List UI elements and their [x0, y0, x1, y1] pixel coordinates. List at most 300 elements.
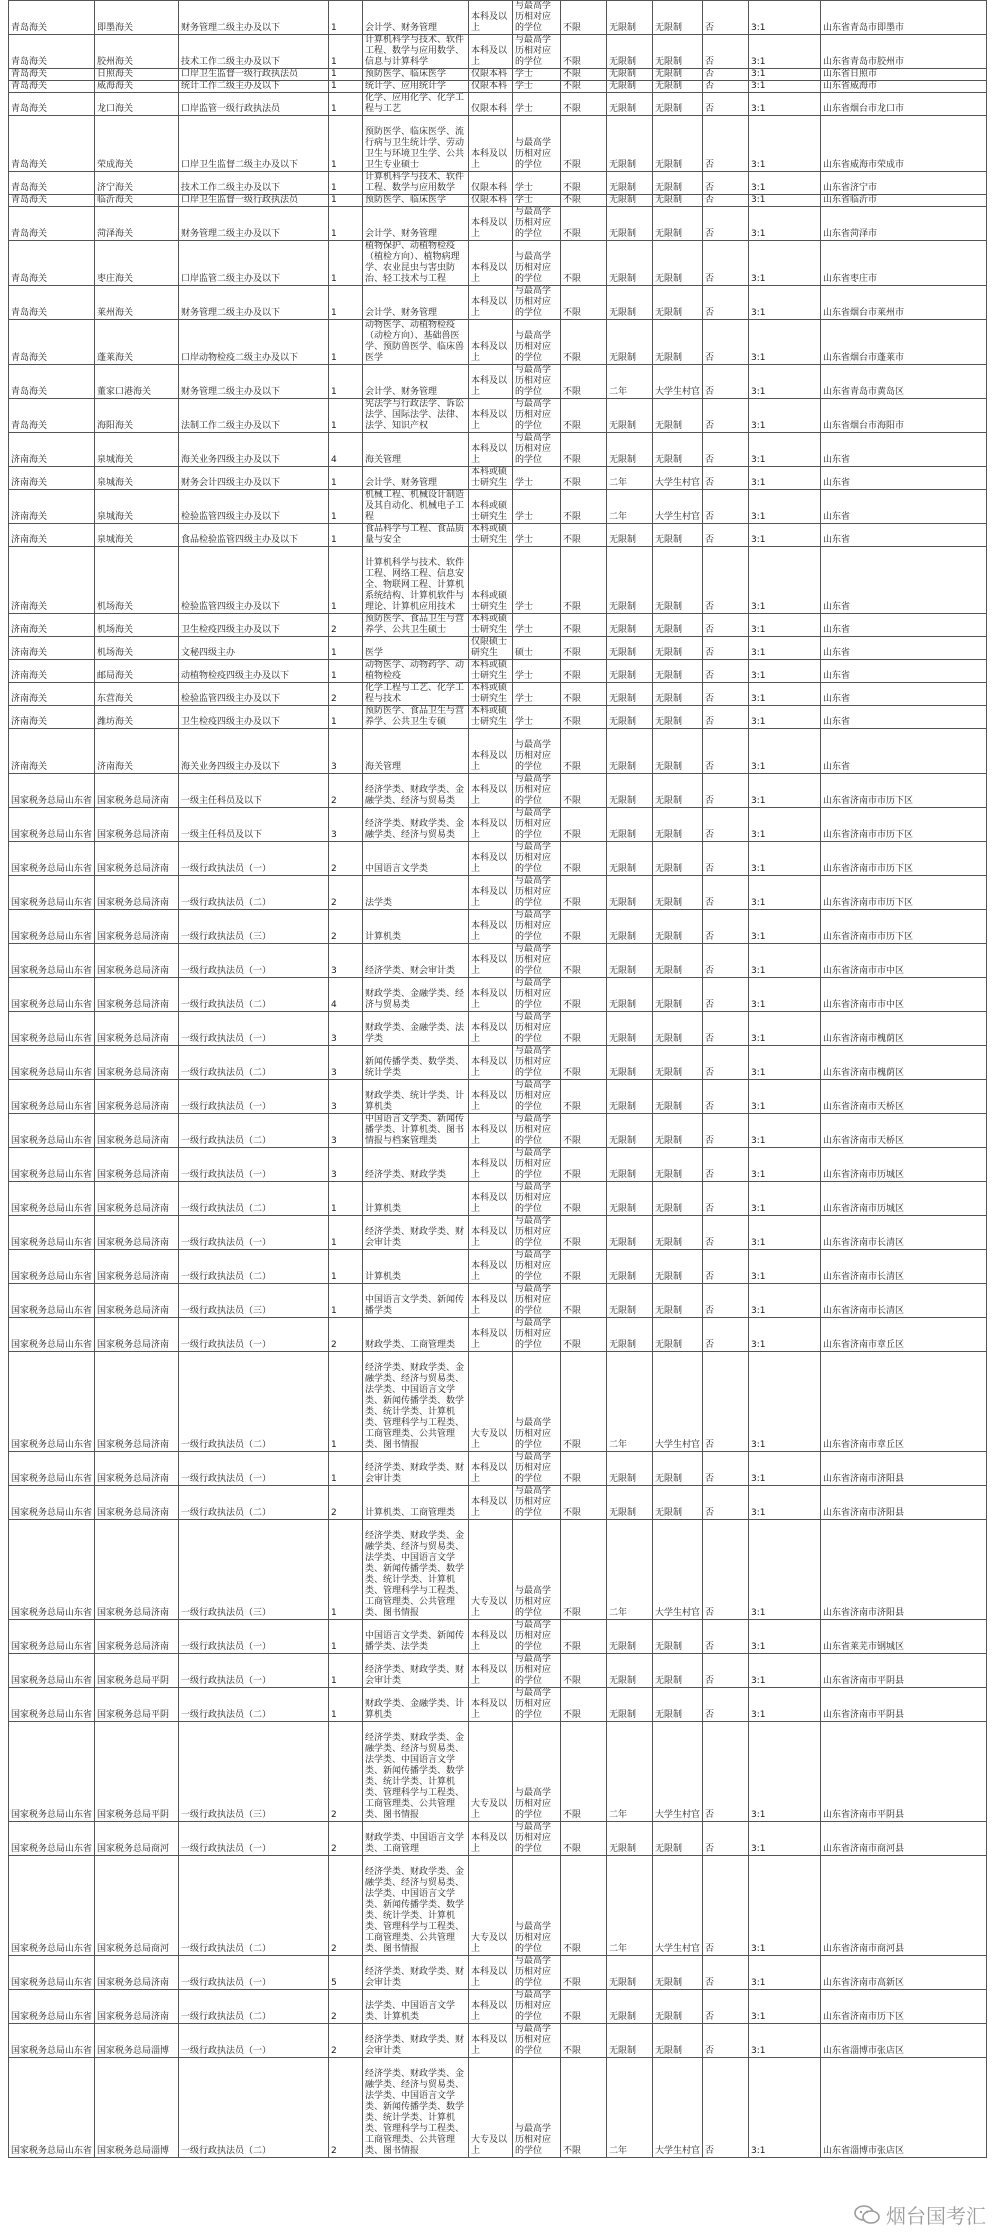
table-row: [9, 1182, 987, 1216]
cell-interview: 否: [703, 1452, 749, 1486]
cell-work-years: 无限制: [607, 614, 653, 637]
cell-unit: 海阳海关: [95, 399, 179, 433]
cell-position: 一级行政执法员（一）: [179, 1956, 329, 1990]
cell-education: 本科及以上: [469, 1654, 513, 1688]
cell-employer: 国家税务总局山东省: [9, 1856, 95, 1956]
cell-location: 山东省: [821, 467, 987, 490]
cell-work-years: 无限制: [607, 1654, 653, 1688]
cell-major: 财政学类、工商管理类: [363, 1318, 469, 1352]
cell-degree: 与最高学历相对应的学位: [513, 241, 561, 286]
cell-position: 法制工作二级主办及以下: [179, 399, 329, 433]
cell-position: 一级主任科员及以下: [179, 808, 329, 842]
cell-political: 不限: [561, 1216, 607, 1250]
cell-position: 海关业务四级主办及以下: [179, 433, 329, 467]
cell-major: 财政学类、中国语言文学类、工商管理: [363, 1822, 469, 1856]
cell-work-years: 无限制: [607, 286, 653, 320]
cell-grassroots: 大学生村官: [653, 365, 703, 399]
cell-ratio: 3:1: [749, 1250, 821, 1284]
cell-position: 检验监管四级主办及以下: [179, 490, 329, 524]
cell-position: 一级主任科员及以下: [179, 774, 329, 808]
cell-unit: 国家税务总局济南: [95, 1486, 179, 1520]
cell-location: 山东省: [821, 547, 987, 614]
cell-position: 文秘四级主办: [179, 637, 329, 660]
cell-location: 山东省威海市: [821, 81, 987, 93]
cell-political: 不限: [561, 1620, 607, 1654]
cell-position: 一级行政执法员（二）: [179, 1046, 329, 1080]
cell-location: 山东省济南市历城区: [821, 1182, 987, 1216]
cell-grassroots: 无限制: [653, 547, 703, 614]
cell-work-years: 无限制: [607, 1284, 653, 1318]
cell-location: 山东省烟台市莱州市: [821, 286, 987, 320]
cell-headcount: 2: [329, 1318, 363, 1352]
table-row: [9, 1520, 987, 1620]
cell-major: 计算机类: [363, 910, 469, 944]
cell-ratio: 3:1: [749, 365, 821, 399]
table-row: [9, 1046, 987, 1080]
cell-work-years: 无限制: [607, 1080, 653, 1114]
cell-position: 统计工作二级主办及以下: [179, 81, 329, 93]
cell-degree: 与最高学历相对应的学位: [513, 2024, 561, 2058]
cell-political: 不限: [561, 547, 607, 614]
cell-political: 不限: [561, 1722, 607, 1822]
cell-grassroots: 大学生村官: [653, 1856, 703, 1956]
cell-employer: 国家税务总局山东省: [9, 978, 95, 1012]
cell-employer: 国家税务总局山东省: [9, 1486, 95, 1520]
cell-employer: 国家税务总局山东省: [9, 2024, 95, 2058]
cell-degree: 与最高学历相对应的学位: [513, 365, 561, 399]
cell-location: 山东省烟台市海阳市: [821, 399, 987, 433]
cell-unit: 国家税务总局济南: [95, 774, 179, 808]
cell-work-years: 无限制: [607, 547, 653, 614]
cell-degree: 与最高学历相对应的学位: [513, 207, 561, 241]
cell-ratio: 3:1: [749, 286, 821, 320]
cell-degree: 与最高学历相对应的学位: [513, 1216, 561, 1250]
cell-major: 新闻传播学类、数学类、统计学类: [363, 1046, 469, 1080]
cell-unit: 国家税务总局平阴: [95, 1722, 179, 1822]
cell-work-years: 无限制: [607, 116, 653, 172]
cell-location: 山东省: [821, 637, 987, 660]
cell-work-years: 无限制: [607, 433, 653, 467]
cell-employer: 国家税务总局山东省: [9, 842, 95, 876]
cell-degree: 学士: [513, 172, 561, 195]
cell-major: 计算机科学与技术、软件工程、数学与应用数学、信息与计算科学: [363, 35, 469, 69]
cell-degree: 与最高学历相对应的学位: [513, 1352, 561, 1452]
cell-degree: 与最高学历相对应的学位: [513, 910, 561, 944]
cell-major: 经济学类、财政学类、金融学类、经济与贸易类: [363, 808, 469, 842]
cell-headcount: 1: [329, 1284, 363, 1318]
cell-work-years: 无限制: [607, 1, 653, 35]
cell-employer: 国家税务总局山东省: [9, 2058, 95, 2158]
cell-grassroots: 无限制: [653, 1046, 703, 1080]
cell-work-years: 无限制: [607, 399, 653, 433]
table-row: [9, 365, 987, 399]
cell-location: 山东省青岛市胶州市: [821, 35, 987, 69]
cell-degree: 学士: [513, 69, 561, 81]
cell-major: 经济学类、财会审计类: [363, 944, 469, 978]
cell-grassroots: 无限制: [653, 1486, 703, 1520]
cell-interview: 否: [703, 808, 749, 842]
cell-employer: 国家税务总局山东省: [9, 1080, 95, 1114]
cell-work-years: 无限制: [607, 1114, 653, 1148]
cell-location: 山东省济南市市中区: [821, 944, 987, 978]
cell-headcount: 1: [329, 490, 363, 524]
cell-ratio: 3:1: [749, 320, 821, 365]
cell-location: 山东省济南市长清区: [821, 1216, 987, 1250]
cell-work-years: 无限制: [607, 69, 653, 81]
cell-interview: 否: [703, 490, 749, 524]
cell-education: 本科或硕士研究生: [469, 524, 513, 547]
cell-ratio: 3:1: [749, 433, 821, 467]
cell-education: 仅限本科: [469, 69, 513, 81]
table-row: [9, 842, 987, 876]
cell-work-years: 无限制: [607, 93, 653, 116]
cell-headcount: 1: [329, 172, 363, 195]
table-row: [9, 1486, 987, 1520]
cell-location: 山东省济南市天桥区: [821, 1080, 987, 1114]
cell-headcount: 4: [329, 978, 363, 1012]
cell-unit: 国家税务总局济南: [95, 842, 179, 876]
cell-position: 一级行政执法员（一）: [179, 2024, 329, 2058]
cell-interview: 否: [703, 195, 749, 207]
cell-degree: 硕士: [513, 637, 561, 660]
cell-interview: 否: [703, 1, 749, 35]
cell-ratio: 3:1: [749, 2058, 821, 2158]
cell-position: 一级行政执法员（二）: [179, 1486, 329, 1520]
cell-ratio: 3:1: [749, 944, 821, 978]
cell-employer: 青岛海关: [9, 81, 95, 93]
cell-major: 财政学类、金融学类、法学类: [363, 1012, 469, 1046]
cell-grassroots: 无限制: [653, 1284, 703, 1318]
table-row: [9, 1620, 987, 1654]
cell-education: 本科及以上: [469, 944, 513, 978]
cell-location: 山东省: [821, 660, 987, 683]
cell-grassroots: 无限制: [653, 433, 703, 467]
cell-employer: 青岛海关: [9, 365, 95, 399]
table-row: [9, 1822, 987, 1856]
cell-location: 山东省青岛市黄岛区: [821, 365, 987, 399]
cell-unit: 国家税务总局济南: [95, 1452, 179, 1486]
cell-work-years: 无限制: [607, 207, 653, 241]
cell-major: 经济学类、财政学类、金融学类、经济与贸易类、法学类、中国语言文学类、新闻传播学类、数学类、统计学类、计算机类、管理科学与工程类、工商管理类、公共管理类、图书情报: [363, 2058, 469, 2158]
cell-unit: 董家口港海关: [95, 365, 179, 399]
cell-location: 山东省: [821, 433, 987, 467]
cell-interview: 否: [703, 1182, 749, 1216]
cell-education: 本科或硕士研究生: [469, 467, 513, 490]
table-row: [9, 944, 987, 978]
cell-position: 一级行政执法员（一）: [179, 1620, 329, 1654]
table-row: [9, 524, 987, 547]
cell-degree: 与最高学历相对应的学位: [513, 1148, 561, 1182]
cell-grassroots: 无限制: [653, 1216, 703, 1250]
table-row: [9, 1080, 987, 1114]
cell-political: 不限: [561, 286, 607, 320]
table-row: [9, 195, 987, 207]
cell-grassroots: 无限制: [653, 207, 703, 241]
cell-grassroots: 大学生村官: [653, 1722, 703, 1822]
cell-ratio: 3:1: [749, 1822, 821, 1856]
cell-major: 财政学类、统计学类、计算机类: [363, 1080, 469, 1114]
cell-degree: 与最高学历相对应的学位: [513, 729, 561, 774]
cell-grassroots: 无限制: [653, 706, 703, 729]
cell-interview: 否: [703, 706, 749, 729]
cell-employer: 国家税务总局山东省: [9, 1012, 95, 1046]
cell-unit: 蓬莱海关: [95, 320, 179, 365]
cell-degree: 与最高学历相对应的学位: [513, 1990, 561, 2024]
cell-political: 不限: [561, 1012, 607, 1046]
cell-degree: 与最高学历相对应的学位: [513, 1318, 561, 1352]
cell-headcount: 2: [329, 1856, 363, 1956]
cell-ratio: 3:1: [749, 1, 821, 35]
table-row: [9, 81, 987, 93]
cell-political: 不限: [561, 1452, 607, 1486]
cell-interview: 否: [703, 1856, 749, 1956]
cell-headcount: 1: [329, 35, 363, 69]
table-row: [9, 116, 987, 172]
cell-degree: 学士: [513, 490, 561, 524]
cell-headcount: 1: [329, 660, 363, 683]
cell-grassroots: 无限制: [653, 93, 703, 116]
cell-political: 不限: [561, 172, 607, 195]
cell-major: 计算机类、工商管理类: [363, 1486, 469, 1520]
table-row: [9, 706, 987, 729]
cell-interview: 否: [703, 467, 749, 490]
cell-interview: 否: [703, 944, 749, 978]
cell-education: 本科及以上: [469, 2024, 513, 2058]
cell-political: 不限: [561, 116, 607, 172]
cell-grassroots: 无限制: [653, 399, 703, 433]
cell-employer: 国家税务总局山东省: [9, 1318, 95, 1352]
cell-ratio: 3:1: [749, 1046, 821, 1080]
cell-political: 不限: [561, 1284, 607, 1318]
cell-work-years: 二年: [607, 1520, 653, 1620]
cell-interview: 否: [703, 2024, 749, 2058]
cell-headcount: 1: [329, 524, 363, 547]
cell-employer: 国家税务总局山东省: [9, 944, 95, 978]
cell-position: 食品检验监管四级主办及以下: [179, 524, 329, 547]
cell-major: 植物保护、动植物检疫（植检方向）、植物病理学、农业昆虫与害虫防治、轻工技术与工程: [363, 241, 469, 286]
cell-major: 海关管理: [363, 729, 469, 774]
cell-work-years: 无限制: [607, 1148, 653, 1182]
cell-interview: 否: [703, 729, 749, 774]
cell-grassroots: 无限制: [653, 1318, 703, 1352]
cell-education: 大专及以上: [469, 2058, 513, 2158]
cell-interview: 否: [703, 69, 749, 81]
table-row: [9, 614, 987, 637]
cell-location: 山东省济南市市历下区: [821, 808, 987, 842]
cell-location: 山东省威海市荣成市: [821, 116, 987, 172]
cell-interview: 否: [703, 2058, 749, 2158]
cell-ratio: 3:1: [749, 774, 821, 808]
cell-work-years: 无限制: [607, 910, 653, 944]
cell-unit: 国家税务总局济南: [95, 1284, 179, 1318]
cell-headcount: 1: [329, 1520, 363, 1620]
cell-location: 山东省济南市市历下区: [821, 842, 987, 876]
chat-icon: [854, 2205, 880, 2225]
cell-degree: 与最高学历相对应的学位: [513, 1856, 561, 1956]
cell-major: 预防医学、临床医学: [363, 69, 469, 81]
cell-headcount: 2: [329, 1822, 363, 1856]
cell-major: 动物医学、动物药学、动植物检疫: [363, 660, 469, 683]
cell-unit: 潍坊海关: [95, 706, 179, 729]
cell-employer: 青岛海关: [9, 93, 95, 116]
cell-headcount: 3: [329, 808, 363, 842]
table-row: [9, 1688, 987, 1722]
cell-location: 山东省济南市历下区: [821, 1990, 987, 2024]
cell-major: 计算机类: [363, 1182, 469, 1216]
cell-employer: 国家税务总局山东省: [9, 1956, 95, 1990]
cell-political: 不限: [561, 207, 607, 241]
cell-grassroots: 无限制: [653, 320, 703, 365]
cell-interview: 否: [703, 978, 749, 1012]
cell-education: 本科及以上: [469, 1956, 513, 1990]
cell-political: 不限: [561, 1114, 607, 1148]
cell-major: 预防医学、临床医学、流行病与卫生统计学、劳动卫生与环境卫生学、公共卫生专业硕士: [363, 116, 469, 172]
cell-headcount: 1: [329, 1216, 363, 1250]
cell-ratio: 3:1: [749, 706, 821, 729]
cell-unit: 即墨海关: [95, 1, 179, 35]
cell-unit: 泉城海关: [95, 524, 179, 547]
cell-position: 一级行政执法员（二）: [179, 1352, 329, 1452]
table-row: [9, 1318, 987, 1352]
cell-grassroots: 无限制: [653, 1148, 703, 1182]
cell-location: 山东省济南市市历下区: [821, 910, 987, 944]
cell-interview: 否: [703, 660, 749, 683]
cell-work-years: 无限制: [607, 683, 653, 706]
cell-unit: 国家税务总局济南: [95, 1148, 179, 1182]
cell-work-years: 无限制: [607, 842, 653, 876]
cell-ratio: 3:1: [749, 808, 821, 842]
cell-headcount: 4: [329, 433, 363, 467]
cell-interview: 否: [703, 524, 749, 547]
cell-ratio: 3:1: [749, 2024, 821, 2058]
table-row: [9, 1012, 987, 1046]
cell-grassroots: 无限制: [653, 286, 703, 320]
cell-headcount: 2: [329, 1486, 363, 1520]
cell-interview: 否: [703, 1620, 749, 1654]
cell-ratio: 3:1: [749, 729, 821, 774]
cell-interview: 否: [703, 1114, 749, 1148]
cell-political: 不限: [561, 365, 607, 399]
cell-position: 一级行政执法员（三）: [179, 910, 329, 944]
cell-location: 山东省济南市济阳县: [821, 1452, 987, 1486]
cell-employer: 青岛海关: [9, 69, 95, 81]
cell-work-years: 无限制: [607, 35, 653, 69]
cell-unit: 国家税务总局济南: [95, 1182, 179, 1216]
table-row: [9, 2058, 987, 2158]
cell-political: 不限: [561, 614, 607, 637]
cell-work-years: 二年: [607, 1722, 653, 1822]
cell-unit: 机场海关: [95, 614, 179, 637]
cell-interview: 否: [703, 1486, 749, 1520]
table-row: [9, 1148, 987, 1182]
cell-position: 一级行政执法员（二）: [179, 1688, 329, 1722]
table-row: [9, 172, 987, 195]
cell-unit: 国家税务总局济南: [95, 944, 179, 978]
cell-major: 经济学类、财政学类、金融学类、经济与贸易类、法学类、中国语言文学类、新闻传播学类、数学类、统计学类、计算机类、管理科学与工程类、工商管理类、公共管理类、图书情报: [363, 1520, 469, 1620]
cell-unit: 国家税务总局济南: [95, 1012, 179, 1046]
cell-grassroots: 无限制: [653, 1080, 703, 1114]
cell-political: 不限: [561, 1856, 607, 1956]
cell-ratio: 3:1: [749, 1012, 821, 1046]
cell-unit: 国家税务总局平阴: [95, 1654, 179, 1688]
cell-education: 本科及以上: [469, 1620, 513, 1654]
cell-education: 本科及以上: [469, 729, 513, 774]
cell-ratio: 3:1: [749, 93, 821, 116]
cell-grassroots: 无限制: [653, 1182, 703, 1216]
cell-ratio: 3:1: [749, 1452, 821, 1486]
cell-ratio: 3:1: [749, 172, 821, 195]
cell-education: 仅限本科: [469, 172, 513, 195]
cell-interview: 否: [703, 614, 749, 637]
cell-employer: 济南海关: [9, 524, 95, 547]
cell-employer: 国家税务总局山东省: [9, 1990, 95, 2024]
cell-education: 本科及以上: [469, 35, 513, 69]
cell-political: 不限: [561, 660, 607, 683]
cell-location: 山东省济南市平阴县: [821, 1654, 987, 1688]
table-row: [9, 207, 987, 241]
cell-headcount: 1: [329, 93, 363, 116]
cell-grassroots: 无限制: [653, 1452, 703, 1486]
cell-major: 预防医学、食品卫生与营养学、公共卫生专硕: [363, 706, 469, 729]
cell-degree: 与最高学历相对应的学位: [513, 1046, 561, 1080]
cell-headcount: 3: [329, 1148, 363, 1182]
cell-interview: 否: [703, 774, 749, 808]
cell-work-years: 无限制: [607, 1046, 653, 1080]
cell-political: 不限: [561, 1182, 607, 1216]
cell-degree: 学士: [513, 683, 561, 706]
cell-major: 统计学、应用统计学: [363, 81, 469, 93]
cell-ratio: 3:1: [749, 1856, 821, 1956]
cell-major: 经济学类、财政学类、财会审计类: [363, 1956, 469, 1990]
cell-degree: 与最高学历相对应的学位: [513, 433, 561, 467]
cell-position: 一级行政执法员（一）: [179, 1080, 329, 1114]
cell-grassroots: 无限制: [653, 1990, 703, 2024]
cell-headcount: 3: [329, 1046, 363, 1080]
cell-degree: 学士: [513, 547, 561, 614]
cell-position: 海关业务四级主办及以下: [179, 729, 329, 774]
cell-ratio: 3:1: [749, 614, 821, 637]
cell-employer: 青岛海关: [9, 116, 95, 172]
cell-work-years: 二年: [607, 2058, 653, 2158]
table-row: [9, 320, 987, 365]
table-row: [9, 241, 987, 286]
cell-education: 本科及以上: [469, 1148, 513, 1182]
cell-work-years: 无限制: [607, 637, 653, 660]
cell-political: 不限: [561, 808, 607, 842]
cell-headcount: 3: [329, 729, 363, 774]
cell-grassroots: 无限制: [653, 172, 703, 195]
cell-unit: 国家税务总局济南: [95, 978, 179, 1012]
cell-headcount: 2: [329, 1722, 363, 1822]
cell-political: 不限: [561, 774, 607, 808]
cell-location: 山东省: [821, 683, 987, 706]
cell-education: 本科及以上: [469, 1, 513, 35]
cell-interview: 否: [703, 876, 749, 910]
cell-employer: 青岛海关: [9, 195, 95, 207]
cell-location: 山东省济南市商河县: [821, 1822, 987, 1856]
table-row: [9, 683, 987, 706]
cell-education: 本科及以上: [469, 1284, 513, 1318]
cell-education: 本科或硕士研究生: [469, 660, 513, 683]
cell-work-years: 无限制: [607, 1452, 653, 1486]
cell-major: 化学、应用化学、化学工程与工艺: [363, 93, 469, 116]
table-row: [9, 1654, 987, 1688]
cell-degree: 学士: [513, 467, 561, 490]
cell-interview: 否: [703, 365, 749, 399]
cell-unit: 国家税务总局济南: [95, 1080, 179, 1114]
cell-unit: 威海海关: [95, 81, 179, 93]
cell-location: 山东省莱芜市钢城区: [821, 1620, 987, 1654]
